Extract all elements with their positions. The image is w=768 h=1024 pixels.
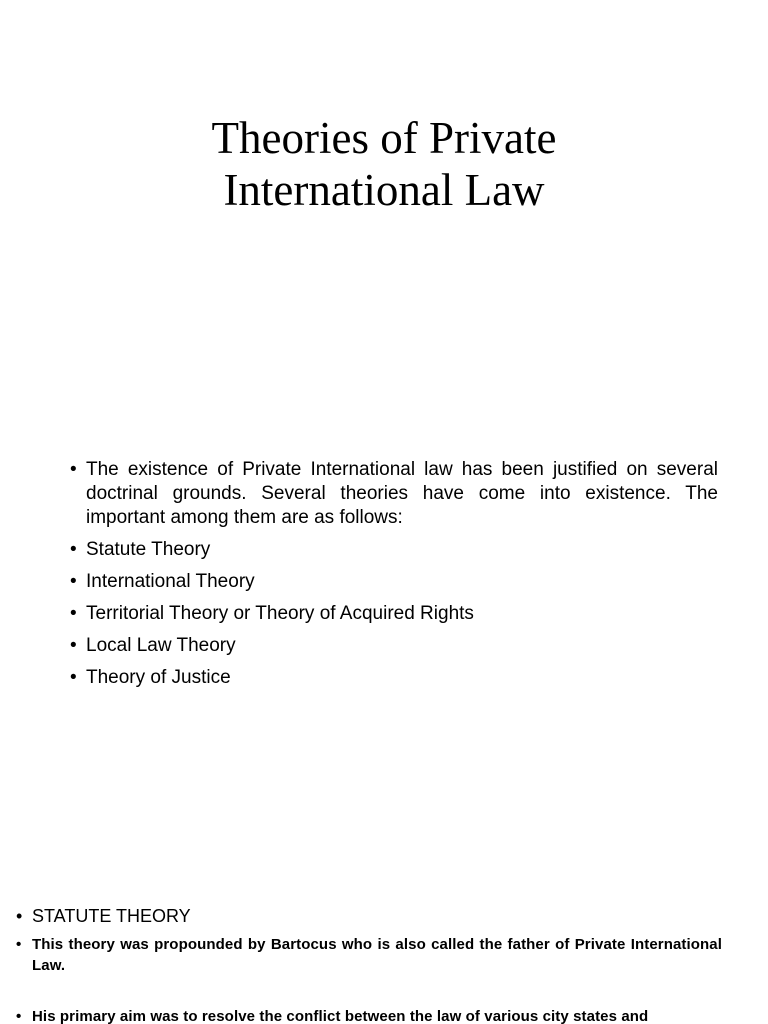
intro-text: The existence of Private International law has been justified on several doctrinal grounds. Several theories have come into existence. The important among them are as follows: bbox=[86, 459, 718, 528]
bullet-icon: • bbox=[70, 635, 77, 656]
list-item-theory bbox=[70, 666, 718, 690]
statute-bullet-list bbox=[16, 904, 722, 1024]
section-heading bbox=[16, 904, 722, 928]
paragraph-text: His primary aim was to resolve the conflict between the law of various city states and bbox=[32, 1008, 649, 1024]
list-item-theory bbox=[70, 570, 718, 594]
theory-label: Territorial Theory or Theory of Acquired Rights bbox=[86, 603, 474, 624]
title-line-2: International Law bbox=[223, 165, 545, 215]
list-item-intro bbox=[70, 458, 718, 530]
paragraph-item bbox=[16, 934, 722, 976]
bullet-icon: • bbox=[70, 603, 77, 624]
paragraph-text: This theory was propounded by Bartocus who is also called the father of Private International Law. bbox=[32, 936, 722, 974]
list-item-theory bbox=[70, 538, 718, 562]
bullet-icon: • bbox=[70, 667, 77, 688]
list-item-theory bbox=[70, 602, 718, 626]
page-title bbox=[100, 112, 668, 216]
theories-bullet-list bbox=[70, 458, 718, 698]
theory-label: Local Law Theory bbox=[86, 635, 236, 656]
heading-text: STATUTE THEORY bbox=[32, 906, 191, 926]
theory-label: International Theory bbox=[86, 571, 255, 592]
list-item-theory bbox=[70, 634, 718, 658]
bullet-icon: • bbox=[16, 1008, 22, 1024]
paragraph-item bbox=[16, 1006, 722, 1024]
slide-theories-list bbox=[0, 432, 768, 864]
theory-label: Statute Theory bbox=[86, 539, 211, 560]
slide-statute-theory bbox=[0, 864, 768, 1024]
bullet-icon: • bbox=[70, 459, 77, 480]
bullet-icon: • bbox=[70, 571, 77, 592]
theory-label: Theory of Justice bbox=[86, 667, 231, 688]
bullet-icon: • bbox=[70, 539, 77, 560]
bullet-icon: • bbox=[16, 936, 22, 953]
bullet-icon: • bbox=[16, 906, 23, 926]
title-line-1: Theories of Private bbox=[211, 113, 557, 163]
slide-title bbox=[0, 0, 768, 432]
